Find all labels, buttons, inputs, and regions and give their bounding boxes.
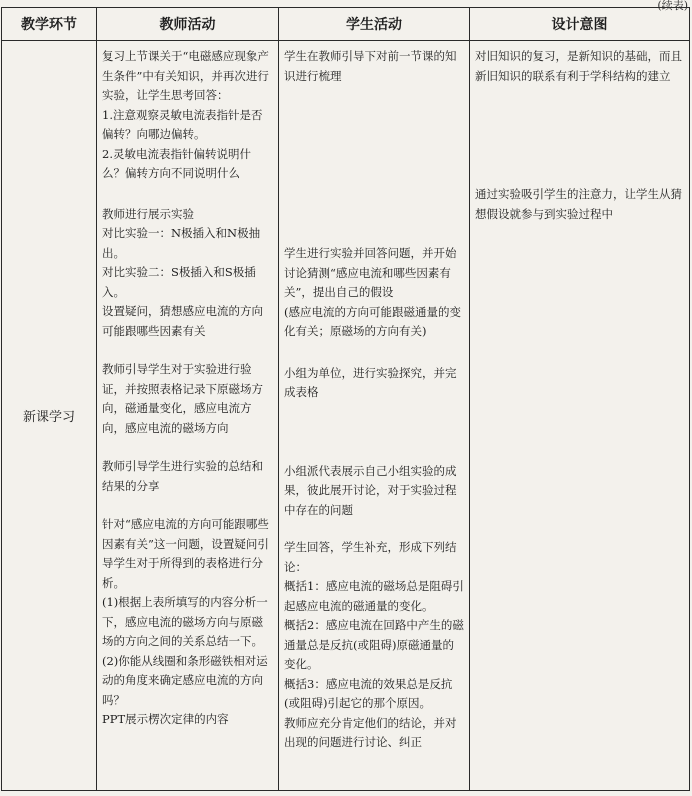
continued-table-note: (续表) bbox=[657, 0, 688, 12]
design-block-review: 对旧知识的复习，是新知识的基础，而且新旧知识的联系有利于学科结构的建立 bbox=[475, 49, 682, 83]
design-intent-cell bbox=[470, 41, 690, 791]
teacher-block-demo: 教师进行展示实验 对比实验一：N极插入和N极抽出。 对比实验二：S极插入和S极插入。 设置疑问，猜想感应电流的方向可能跟哪些因素有关 bbox=[102, 206, 263, 338]
header-teacher-activity: 教师活动 bbox=[97, 8, 279, 41]
table-row bbox=[2, 41, 690, 791]
teacher-activity-cell bbox=[97, 41, 279, 791]
student-block-conclusion: 学生回答，学生补充，形成下列结论： 概括1：感应电流的磁场总是阻碍引起感应电流的磁通量的变化。 概括2：感应电流在回路中产生的磁通量总是反抗(或阻碍)原磁通量的变化。 概括3：感应电流的效果总是反抗(或阻碍)引起它的那个原因。 教师应充分肯定他们的结论，并对出现的问题进行讨论、纠正 bbox=[284, 540, 464, 749]
teacher-block-review: 复习上节课关于“电磁感应现象产生条件”中有关知识，并再次进行实验，让学生思考回答： 1.注意观察灵敏电流表指针是否偏转？向哪边偏转。 2.灵敏电流表指针偏转说明什么？偏转方向不同说明什么 bbox=[102, 49, 269, 180]
header-student-activity: 学生活动 bbox=[279, 8, 470, 41]
student-activity-cell bbox=[279, 41, 470, 791]
teacher-block-verify: 教师引导学生对于实验进行验证，并按照表格记录下原磁场方向，磁通量变化，感应电流方向，感应电流的磁场方向 bbox=[102, 362, 263, 435]
lesson-plan-table bbox=[1, 7, 690, 791]
student-block-group: 小组为单位，进行实验探究，并完成表格 bbox=[284, 365, 457, 399]
header-design-intent: 设计意图 bbox=[470, 8, 690, 41]
design-block-experiment: 通过实验吸引学生的注意力，让学生从猜想假设就参与到实验过程中 bbox=[475, 187, 682, 221]
table-header-row bbox=[2, 8, 690, 41]
header-teaching-stage: 教学环节 bbox=[2, 8, 97, 41]
stage-cell: 新课学习 bbox=[2, 41, 97, 791]
teacher-block-analysis: 针对“感应电流的方向可能跟哪些因素有关”这一问题，设置疑问引导学生对于所得到的表格进行分析。 (1)根据上表所填写的内容分析一下，感应电流的磁场方向与原磁场的方向之间的关系总结一下。 (2)你能从线圈和条形磁铁相对运动的角度来确定感应电流的方向吗？ PPT展示楞次定律的内容 bbox=[102, 517, 269, 726]
student-block-share: 小组派代表展示自己小组实验的成果，彼此展开讨论，对于实验过程中存在的问题 bbox=[284, 463, 457, 517]
teacher-block-summary: 教师引导学生进行实验的总结和结果的分享 bbox=[102, 459, 263, 493]
student-block-review: 学生在教师引导下对前一节课的知识进行梳理 bbox=[284, 49, 457, 83]
student-block-experiment: 学生进行实验并回答问题，并开始讨论猜测“感应电流和哪些因素有关”，提出自己的假设 (感应电流的方向可能跟磁通量的变化有关；原磁场的方向有关) bbox=[284, 246, 461, 338]
